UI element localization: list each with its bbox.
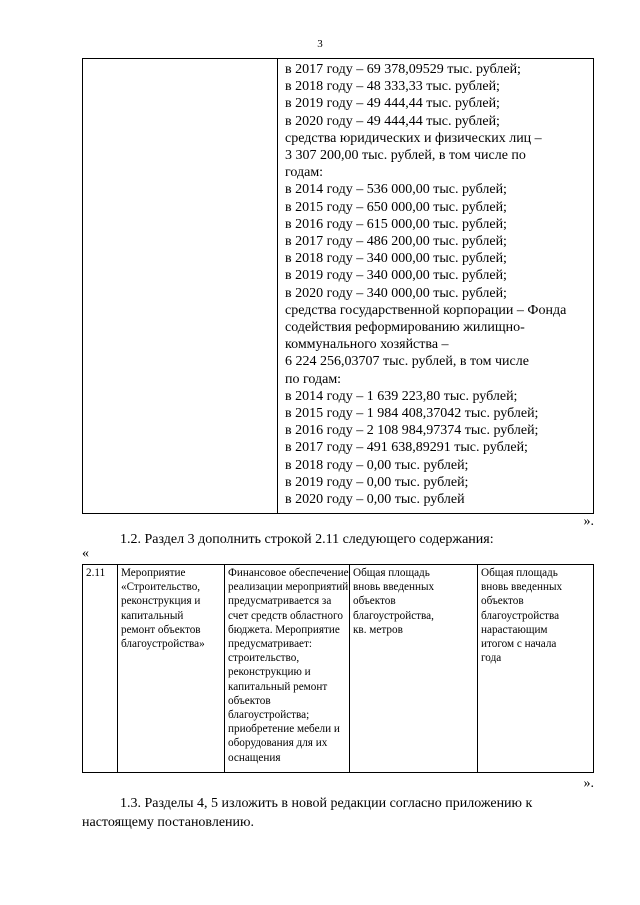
paragraph-1-3-line: 1.3. Разделы 4, 5 изложить в новой редакции согласно приложению к (120, 796, 533, 811)
financing-line: объектов (228, 694, 271, 707)
indicator-line: благоустройства, (353, 609, 434, 622)
funding-text-column (285, 61, 593, 508)
funding-line: в 2020 году – 340 000,00 тыс. рублей; (285, 285, 507, 301)
financing-line: реализации мероприятий (228, 581, 349, 594)
cumulative-line: вновь введенных (481, 581, 563, 594)
financing-line: оборудования для их (228, 737, 328, 750)
funding-line: в 2019 году – 0,00 тыс. рублей; (285, 474, 469, 490)
funding-line: средства юридических и физических лиц – (285, 130, 542, 146)
indicator-line: кв. метров (353, 623, 403, 636)
section-3-row-table (82, 564, 594, 773)
column-divider (277, 58, 278, 513)
funding-line: коммунального хозяйства – (285, 337, 449, 353)
financing-line: капитальный ремонт (228, 680, 328, 693)
funding-line: средства государственной корпорации – Фонда (285, 302, 567, 318)
funding-line: в 2020 году – 49 444,44 тыс. рублей; (285, 113, 500, 129)
funding-line: в 2020 году – 0,00 тыс. рублей (285, 492, 465, 508)
activity-line: «Строительство, (121, 581, 201, 594)
funding-line: в 2018 году – 340 000,00 тыс. рублей; (285, 251, 507, 267)
funding-line: в 2019 году – 340 000,00 тыс. рублей; (285, 268, 507, 284)
financing-line: строительство, (228, 652, 300, 665)
opening-quote: « (82, 546, 89, 561)
financing-line: оснащения (228, 751, 281, 764)
activity-line: Мероприятие (121, 567, 186, 579)
funding-line: 3 307 200,00 тыс. рублей, в том числе по (285, 148, 526, 164)
cumulative-line: благоустройства (481, 609, 560, 622)
funding-line: содействия реформированию жилищно- (285, 320, 525, 336)
closing-quote: ». (583, 776, 594, 791)
funding-line: в 2017 году – 491 638,89291 тыс. рублей; (285, 440, 528, 456)
funding-line: в 2016 году – 615 000,00 тыс. рублей; (285, 216, 507, 232)
row-number: 2.11 (86, 567, 106, 579)
paragraph-1-3-line: настоящему постановлению. (82, 815, 254, 830)
financing-line: счет средств областного (228, 609, 343, 622)
funding-table (82, 58, 594, 514)
funding-line: в 2014 году – 536 000,00 тыс. рублей; (285, 182, 507, 198)
cumulative-line: нарастающим (481, 623, 548, 636)
financing-cell (224, 565, 349, 772)
funding-line: в 2017 году – 69 378,09529 тыс. рублей; (285, 62, 521, 77)
closing-quote: ». (583, 514, 594, 529)
activity-line: реконструкция и (121, 595, 201, 608)
table-top-border (83, 58, 593, 59)
financing-line: благоустройства; (228, 709, 310, 722)
financing-line: реконструкцию и (228, 666, 311, 679)
activity-line: капитальный (121, 609, 184, 622)
funding-line: в 2015 году – 650 000,00 тыс. рублей; (285, 199, 507, 215)
indicator-line: вновь введенных (353, 581, 435, 594)
indicator-cell (349, 565, 477, 772)
funding-line: 6 224 256,03707 тыс. рублей, в том числе (285, 354, 529, 370)
cumulative-line: Общая площадь (481, 567, 558, 579)
financing-line: предусматривает: (228, 638, 312, 651)
cumulative-line: года (481, 652, 502, 665)
funding-line: в 2014 году – 1 639 223,80 тыс. рублей; (285, 388, 518, 404)
cumulative-line: объектов (481, 595, 524, 608)
financing-line: Финансовое обеспечение (228, 567, 349, 579)
funding-line: в 2018 году – 0,00 тыс. рублей; (285, 457, 469, 473)
financing-line: бюджета. Мероприятие (228, 623, 340, 636)
financing-line: приобретение мебели и (228, 723, 340, 736)
indicator-line: объектов (353, 595, 396, 608)
paragraph-1-2: 1.2. Раздел 3 дополнить строкой 2.11 следующего содержания: (120, 532, 494, 547)
funding-line: в 2017 году – 486 200,00 тыс. рублей; (285, 234, 507, 250)
funding-line: в 2019 году – 49 444,44 тыс. рублей; (285, 96, 500, 112)
page-number: 3 (317, 38, 323, 50)
activity-cell (117, 565, 224, 772)
funding-line: в 2016 году – 2 108 984,97374 тыс. рублей; (285, 423, 539, 439)
funding-line: в 2018 году – 48 333,33 тыс. рублей; (285, 79, 500, 95)
funding-line: в 2015 году – 1 984 408,37042 тыс. рублей; (285, 406, 539, 422)
row-number-cell (83, 565, 117, 772)
funding-line: годам: (285, 165, 324, 181)
activity-line: благоустройства» (121, 638, 205, 651)
activity-line: ремонт объектов (121, 623, 201, 636)
cumulative-cell (477, 565, 593, 772)
funding-line: по годам: (285, 371, 342, 387)
financing-line: предусматривается за (228, 595, 332, 608)
paragraph-1-3 (82, 794, 594, 832)
indicator-line: Общая площадь (353, 567, 430, 579)
cumulative-line: итогом с начала (481, 638, 557, 651)
